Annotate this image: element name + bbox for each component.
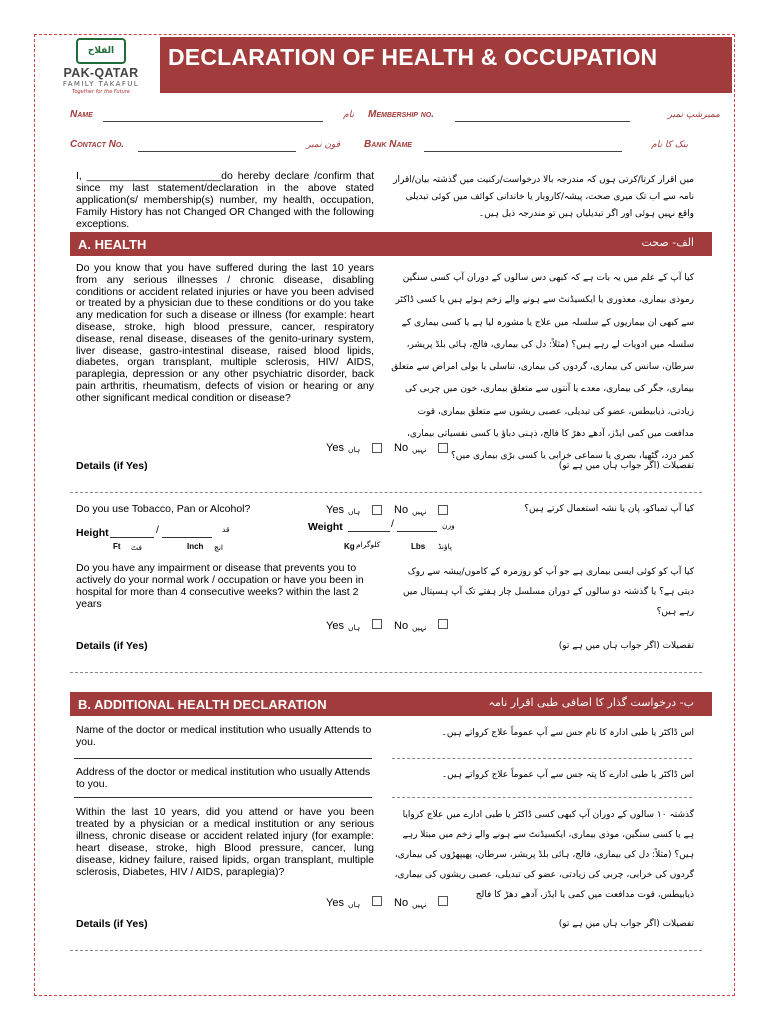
ft-unit: Ft xyxy=(113,542,121,551)
b1-field-urdu-line[interactable] xyxy=(392,758,692,759)
b3-yes-checkbox[interactable] xyxy=(372,896,382,906)
section-b-title: B. ADDITIONAL HEALTH DECLARATION xyxy=(78,697,327,712)
height-urdu: قد xyxy=(222,525,230,534)
b1-urdu-text: اس ڈاکٹر یا طبی ادارہ کا نام جس سے آپ عموماً علاج کرواتے ہیں۔ xyxy=(441,728,694,738)
q2-urdu-text: کیا آپ تمباکو، پان یا نشہ استعمال کرتے ہیں؟ xyxy=(524,504,694,514)
q3-no-checkbox[interactable] xyxy=(438,619,448,629)
q3-yes-checkbox[interactable] xyxy=(372,619,382,629)
q1-yes-label: Yes xyxy=(326,442,344,454)
name-field[interactable] xyxy=(103,121,323,122)
b2-field-urdu-line[interactable] xyxy=(392,797,692,798)
logo-name: PAK-QATAR xyxy=(63,66,139,80)
b3-urdu-text: گذشتہ ۱۰ سالوں کے دوران آپ کبھی کسی ڈاکٹر یا طبی ادارے میں علاج کروایا ہے یا کسی سنگین، موذی بیماری، ایکسیڈنٹ سے ہونے والے زخم میں مبتلا رہے ہیں؟ (مثلاً: دل کی بیماری، فالج، ہائی بلڈ پریشر، سرطان، پھیپھڑوں کی بیماری، گردوں کی خرابی، چربی کی زیادتی، عضو کی تبدیلی، عصبی ریشوں کی بیماری، ذیابیطس، قوت مدافعت میں کمی یا ایڈز، آدھے دھڑ کا فالج xyxy=(394,810,694,900)
b3-text: Within the last 10 years, did you attend or have you been treated by a physician or a medical institution or any serious illness, chronic disease or accident related injury (for example: heart disease, stroke, high Blood pressure, cancer, lung disease, kidney failure, raised lipids, organ transplant, multiple sclerosis, Diabetes, HIV / AIDS, paraplegia)? xyxy=(76,806,374,878)
bank-label: Bank Name xyxy=(364,139,412,150)
height-inch-field[interactable] xyxy=(162,537,212,538)
b3-no-urdu: نہیں xyxy=(412,900,427,909)
b1-text: Name of the doctor or medical institution who usually Attends to you. xyxy=(76,724,372,748)
inch-unit: Inch xyxy=(187,542,204,551)
intro-urdu-text: میں اقرار کرتا/کرتی ہوں کہ مندرجہ بالا درخواست/رکنیت میں گذشتہ بیان/اقرار نامہ سے اب تک میری صحت، پیشہ/کاروبار یا خاندانی کوائف میں کوئی تبدیلی واقع نہیں ہوئی اور اگر تبدیلیاں ہیں تو مندرجہ ذیل ہیں۔ xyxy=(393,175,694,219)
section-a-urdu-title: الف- صحت xyxy=(641,236,694,249)
b2-field[interactable] xyxy=(74,797,372,798)
height-separator: / xyxy=(156,524,159,536)
membership-field[interactable] xyxy=(455,121,630,122)
contact-field[interactable] xyxy=(138,151,296,152)
b3-no-checkbox[interactable] xyxy=(438,896,448,906)
weight-kg-field[interactable] xyxy=(348,531,390,532)
weight-urdu: وزن xyxy=(442,521,455,530)
membership-urdu-label: ممبرشپ نمبر xyxy=(667,110,720,120)
q1-text: Do you know that you have suffered during the last 10 years from any serious illnesses / chronic disease, disabling conditions or accident related injuries or have you been advised or treated by a physician due to these conditions or do you take any medication for such a disease or illness (for example: heart disease, stroke, high blood pressure, cancer, respiratory disease, renal disease, diseases of the genito-urinary system, liver disease, gastro-intestinal disease, raised blood lipids, diabetes, organ transplant, multiple sclerosis, HIV/ AIDS, paraplegia, depression or any other psychiatric disorder, back pain arthritis, rheumatism, defects of vision or hearing or any other significant medical condition or disease? xyxy=(76,262,374,404)
q3-no-label: No xyxy=(394,620,409,632)
b3-yes-urdu: ہاں xyxy=(348,900,361,909)
name-label: Name xyxy=(70,109,93,120)
q1-details-urdu: تفصیلات (اگر جواب ہاں میں ہے تو) xyxy=(558,461,694,471)
q2-yes-urdu: ہاں xyxy=(348,507,361,516)
q2-yes-label: Yes xyxy=(326,504,344,516)
b3-details-label: Details (if Yes) xyxy=(76,918,148,930)
q2-no-label: No xyxy=(394,504,409,516)
bank-urdu-label: بنک کا نام xyxy=(651,140,688,150)
q3-details-line[interactable] xyxy=(70,672,702,673)
b3-yes-label: Yes xyxy=(326,897,344,909)
q3-yes-label: Yes xyxy=(326,620,344,632)
b1-field[interactable] xyxy=(74,758,372,759)
q2-text: Do you use Tobacco, Pan or Alcohol? xyxy=(76,503,251,515)
weight-separator: / xyxy=(391,518,394,530)
q3-details-label: Details (if Yes) xyxy=(76,640,148,652)
height-ft-field[interactable] xyxy=(110,537,154,538)
contact-urdu-label: فون نمبر xyxy=(306,140,340,150)
q1-no-label: No xyxy=(394,442,409,454)
q3-no-urdu: نہیں xyxy=(412,623,427,632)
q2-yes-checkbox[interactable] xyxy=(372,505,382,515)
company-logo xyxy=(42,38,160,100)
q2-no-checkbox[interactable] xyxy=(438,505,448,515)
q1-urdu-text: کیا آپ کے علم میں یہ بات ہے کہ کبھی دس سالوں کے دوران آپ کسی سنگین رموذی بیماری، معذوری یا ایکسیڈنٹ سے ہونے والے زخم ہوئے ہیں یا کسی ڈاکٹر سے کبھی ان بیماریوں کے سلسلہ میں علاج یا مشورہ لیا ہے یا کسی بیماری کے سلسلہ میں ادویات لے رہے ہیں؟ (مثلاً: دل کی بیماری، فالج، ہائی بلڈ پریشر، سرطان، سانس کی بیماری، گردوں کی بیماری، تناسلی یا بولی امراض سے متعلق بیماری، جگر کی بیماری، معدے یا آنتوں سے متعلق بیماری، خون میں چربی کی زیادتی، ذیابیطس، عضو کی تبدیلی، عصبی ریشوں سے متعلق بیماری، قوت مدافعت میں کمی ایڈز، آدھے دھڑ کا فالج، ذہنی دباؤ یا کسی نفسیاتی بیماری، کمر درد، گٹھیا، بصری یا سماعی خرابی یا کسی بڑی بیماری میں؟ xyxy=(391,273,694,462)
q2-no-urdu: نہیں xyxy=(412,507,427,516)
intro-text: I, _______________________do hereby declare /confirm that since my last statement/declaration in the above stated application(s/ membership(s) number, my health, occupation, Family History has not Changed OR Changed with the following exceptions. xyxy=(76,170,374,230)
lbs-unit-urdu: پاؤنڈ xyxy=(438,542,453,551)
b2-urdu-text: اس ڈاکٹر یا طبی ادارے کا پتہ جس سے آپ عموماً علاج کرواتے ہیں۔ xyxy=(441,770,694,780)
q3-text: Do you have any impairment or disease that prevents you to actively do your normal work / occupation or have you been in hospital for more than 4 consecutive weeks? within the last 2 years xyxy=(76,562,364,610)
contact-label: Contact No. xyxy=(70,139,125,150)
q1-yes-checkbox[interactable] xyxy=(372,443,382,453)
b2-text: Address of the doctor or medical institution who usually Attends to you. xyxy=(76,766,371,790)
logo-tagline: Together for the Future xyxy=(72,89,130,95)
inch-unit-urdu: انچ xyxy=(214,543,224,552)
ft-unit-urdu: فٹ xyxy=(131,543,142,552)
section-b-urdu-title: ب- درخواست گذار کا اضافی طبی اقرار نامہ xyxy=(488,696,694,709)
q1-no-urdu: نہیں xyxy=(412,445,427,454)
lbs-unit: Lbs xyxy=(411,542,426,551)
b3-no-label: No xyxy=(394,897,409,909)
section-a-title: A. HEALTH xyxy=(78,237,147,252)
logo-emblem: الفلاح xyxy=(76,38,126,64)
q1-details-label: Details (if Yes) xyxy=(76,460,148,472)
weight-lbs-field[interactable] xyxy=(397,531,437,532)
q3-urdu-text: کیا آپ کو کوئی ایسی بیماری ہے جو آپ کو روزمرہ کے کاموں/پیشہ سے روک دیتی ہے؟ یا گذشتہ دو سالوں کے دوران مسلسل چار ہفتے تک آپ ہسپتال میں رہے ہیں؟ xyxy=(403,567,694,617)
kg-unit-urdu: کلوگرام xyxy=(356,540,381,549)
kg-unit: Kg xyxy=(344,542,355,551)
b3-details-line[interactable] xyxy=(70,950,702,951)
weight-label: Weight xyxy=(308,521,343,533)
membership-label: Membership no. xyxy=(368,109,435,120)
q3-details-urdu: تفصیلات (اگر جواب ہاں میں ہے تو) xyxy=(558,641,694,651)
q1-no-checkbox[interactable] xyxy=(438,443,448,453)
page-title: DECLARATION OF HEALTH & OCCUPATION xyxy=(168,44,658,70)
b3-details-urdu: تفصیلات (اگر جواب ہاں میں ہے تو) xyxy=(558,919,694,929)
bank-field[interactable] xyxy=(424,151,622,152)
name-urdu-label: نام xyxy=(343,110,354,120)
logo-subtitle: FAMILY TAKAFUL xyxy=(62,80,140,88)
height-label: Height xyxy=(76,527,109,539)
q3-yes-urdu: ہاں xyxy=(348,623,361,632)
q1-yes-urdu: ہاں xyxy=(348,445,361,454)
q1-details-line[interactable] xyxy=(70,492,702,493)
